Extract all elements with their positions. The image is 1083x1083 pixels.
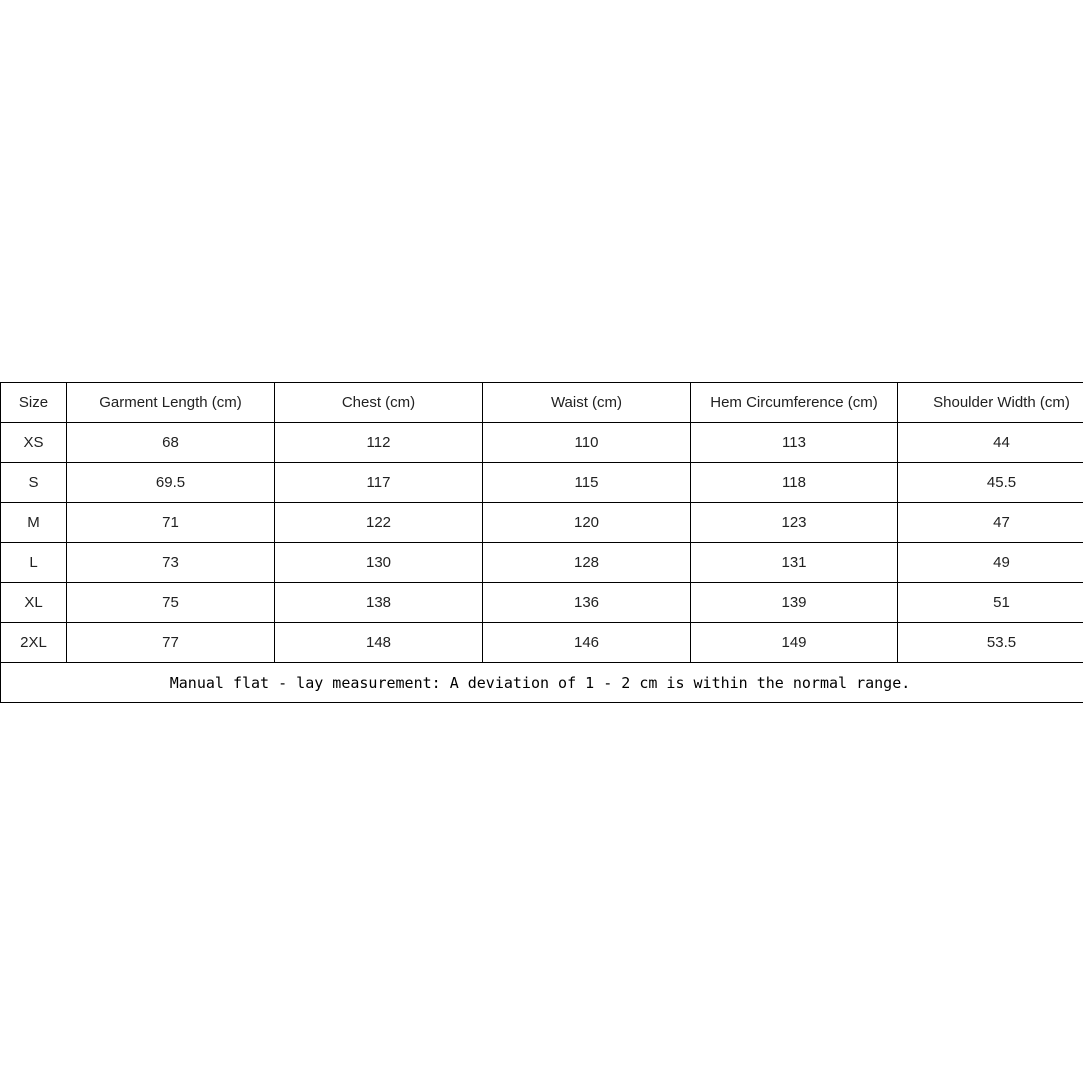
measurement-cell: 112 bbox=[275, 423, 483, 463]
measurement-cell: 49 bbox=[898, 543, 1083, 583]
column-header-shoulder-width-cm: Shoulder Width (cm) bbox=[898, 383, 1083, 423]
measurement-cell: 122 bbox=[275, 503, 483, 543]
measurement-cell: 113 bbox=[691, 423, 898, 463]
measurement-cell: 128 bbox=[483, 543, 691, 583]
table-row-m bbox=[1, 503, 1083, 543]
size-chart-body bbox=[1, 423, 1083, 663]
column-header-chest-cm: Chest (cm) bbox=[275, 383, 483, 423]
measurement-cell: 69.5 bbox=[67, 463, 275, 503]
measurement-cell: 130 bbox=[275, 543, 483, 583]
measurement-cell: 47 bbox=[898, 503, 1083, 543]
size-chart bbox=[0, 382, 1083, 703]
size-label: 2XL bbox=[1, 623, 67, 663]
measurement-cell: 146 bbox=[483, 623, 691, 663]
measurement-cell: 44 bbox=[898, 423, 1083, 463]
measurement-cell: 131 bbox=[691, 543, 898, 583]
measurement-cell: 73 bbox=[67, 543, 275, 583]
table-row-l bbox=[1, 543, 1083, 583]
measurement-cell: 136 bbox=[483, 583, 691, 623]
measurement-cell: 123 bbox=[691, 503, 898, 543]
size-chart-table bbox=[0, 382, 1083, 703]
measurement-cell: 53.5 bbox=[898, 623, 1083, 663]
column-header-hem-circumference-cm: Hem Circumference (cm) bbox=[691, 383, 898, 423]
measurement-cell: 117 bbox=[275, 463, 483, 503]
table-row-xs bbox=[1, 423, 1083, 463]
measurement-cell: 68 bbox=[67, 423, 275, 463]
measurement-cell: 77 bbox=[67, 623, 275, 663]
size-label: L bbox=[1, 543, 67, 583]
measurement-cell: 110 bbox=[483, 423, 691, 463]
measurement-cell: 118 bbox=[691, 463, 898, 503]
measurement-cell: 120 bbox=[483, 503, 691, 543]
measurement-cell: 71 bbox=[67, 503, 275, 543]
size-label: S bbox=[1, 463, 67, 503]
column-header-size: Size bbox=[1, 383, 67, 423]
measurement-cell: 149 bbox=[691, 623, 898, 663]
table-row-s bbox=[1, 463, 1083, 503]
measurement-cell: 115 bbox=[483, 463, 691, 503]
measurement-cell: 45.5 bbox=[898, 463, 1083, 503]
measurement-cell: 148 bbox=[275, 623, 483, 663]
size-label: XS bbox=[1, 423, 67, 463]
header-row bbox=[1, 383, 1083, 423]
note-row bbox=[1, 663, 1083, 703]
table-row-xl bbox=[1, 583, 1083, 623]
column-header-garment-length-cm: Garment Length (cm) bbox=[67, 383, 275, 423]
column-header-waist-cm: Waist (cm) bbox=[483, 383, 691, 423]
table-row-2xl bbox=[1, 623, 1083, 663]
measurement-cell: 139 bbox=[691, 583, 898, 623]
measurement-cell: 75 bbox=[67, 583, 275, 623]
size-label: XL bbox=[1, 583, 67, 623]
measurement-cell: 138 bbox=[275, 583, 483, 623]
measurement-cell: 51 bbox=[898, 583, 1083, 623]
measurement-note: Manual flat - lay measurement: A deviation of 1 - 2 cm is within the normal range. bbox=[1, 663, 1083, 703]
size-label: M bbox=[1, 503, 67, 543]
